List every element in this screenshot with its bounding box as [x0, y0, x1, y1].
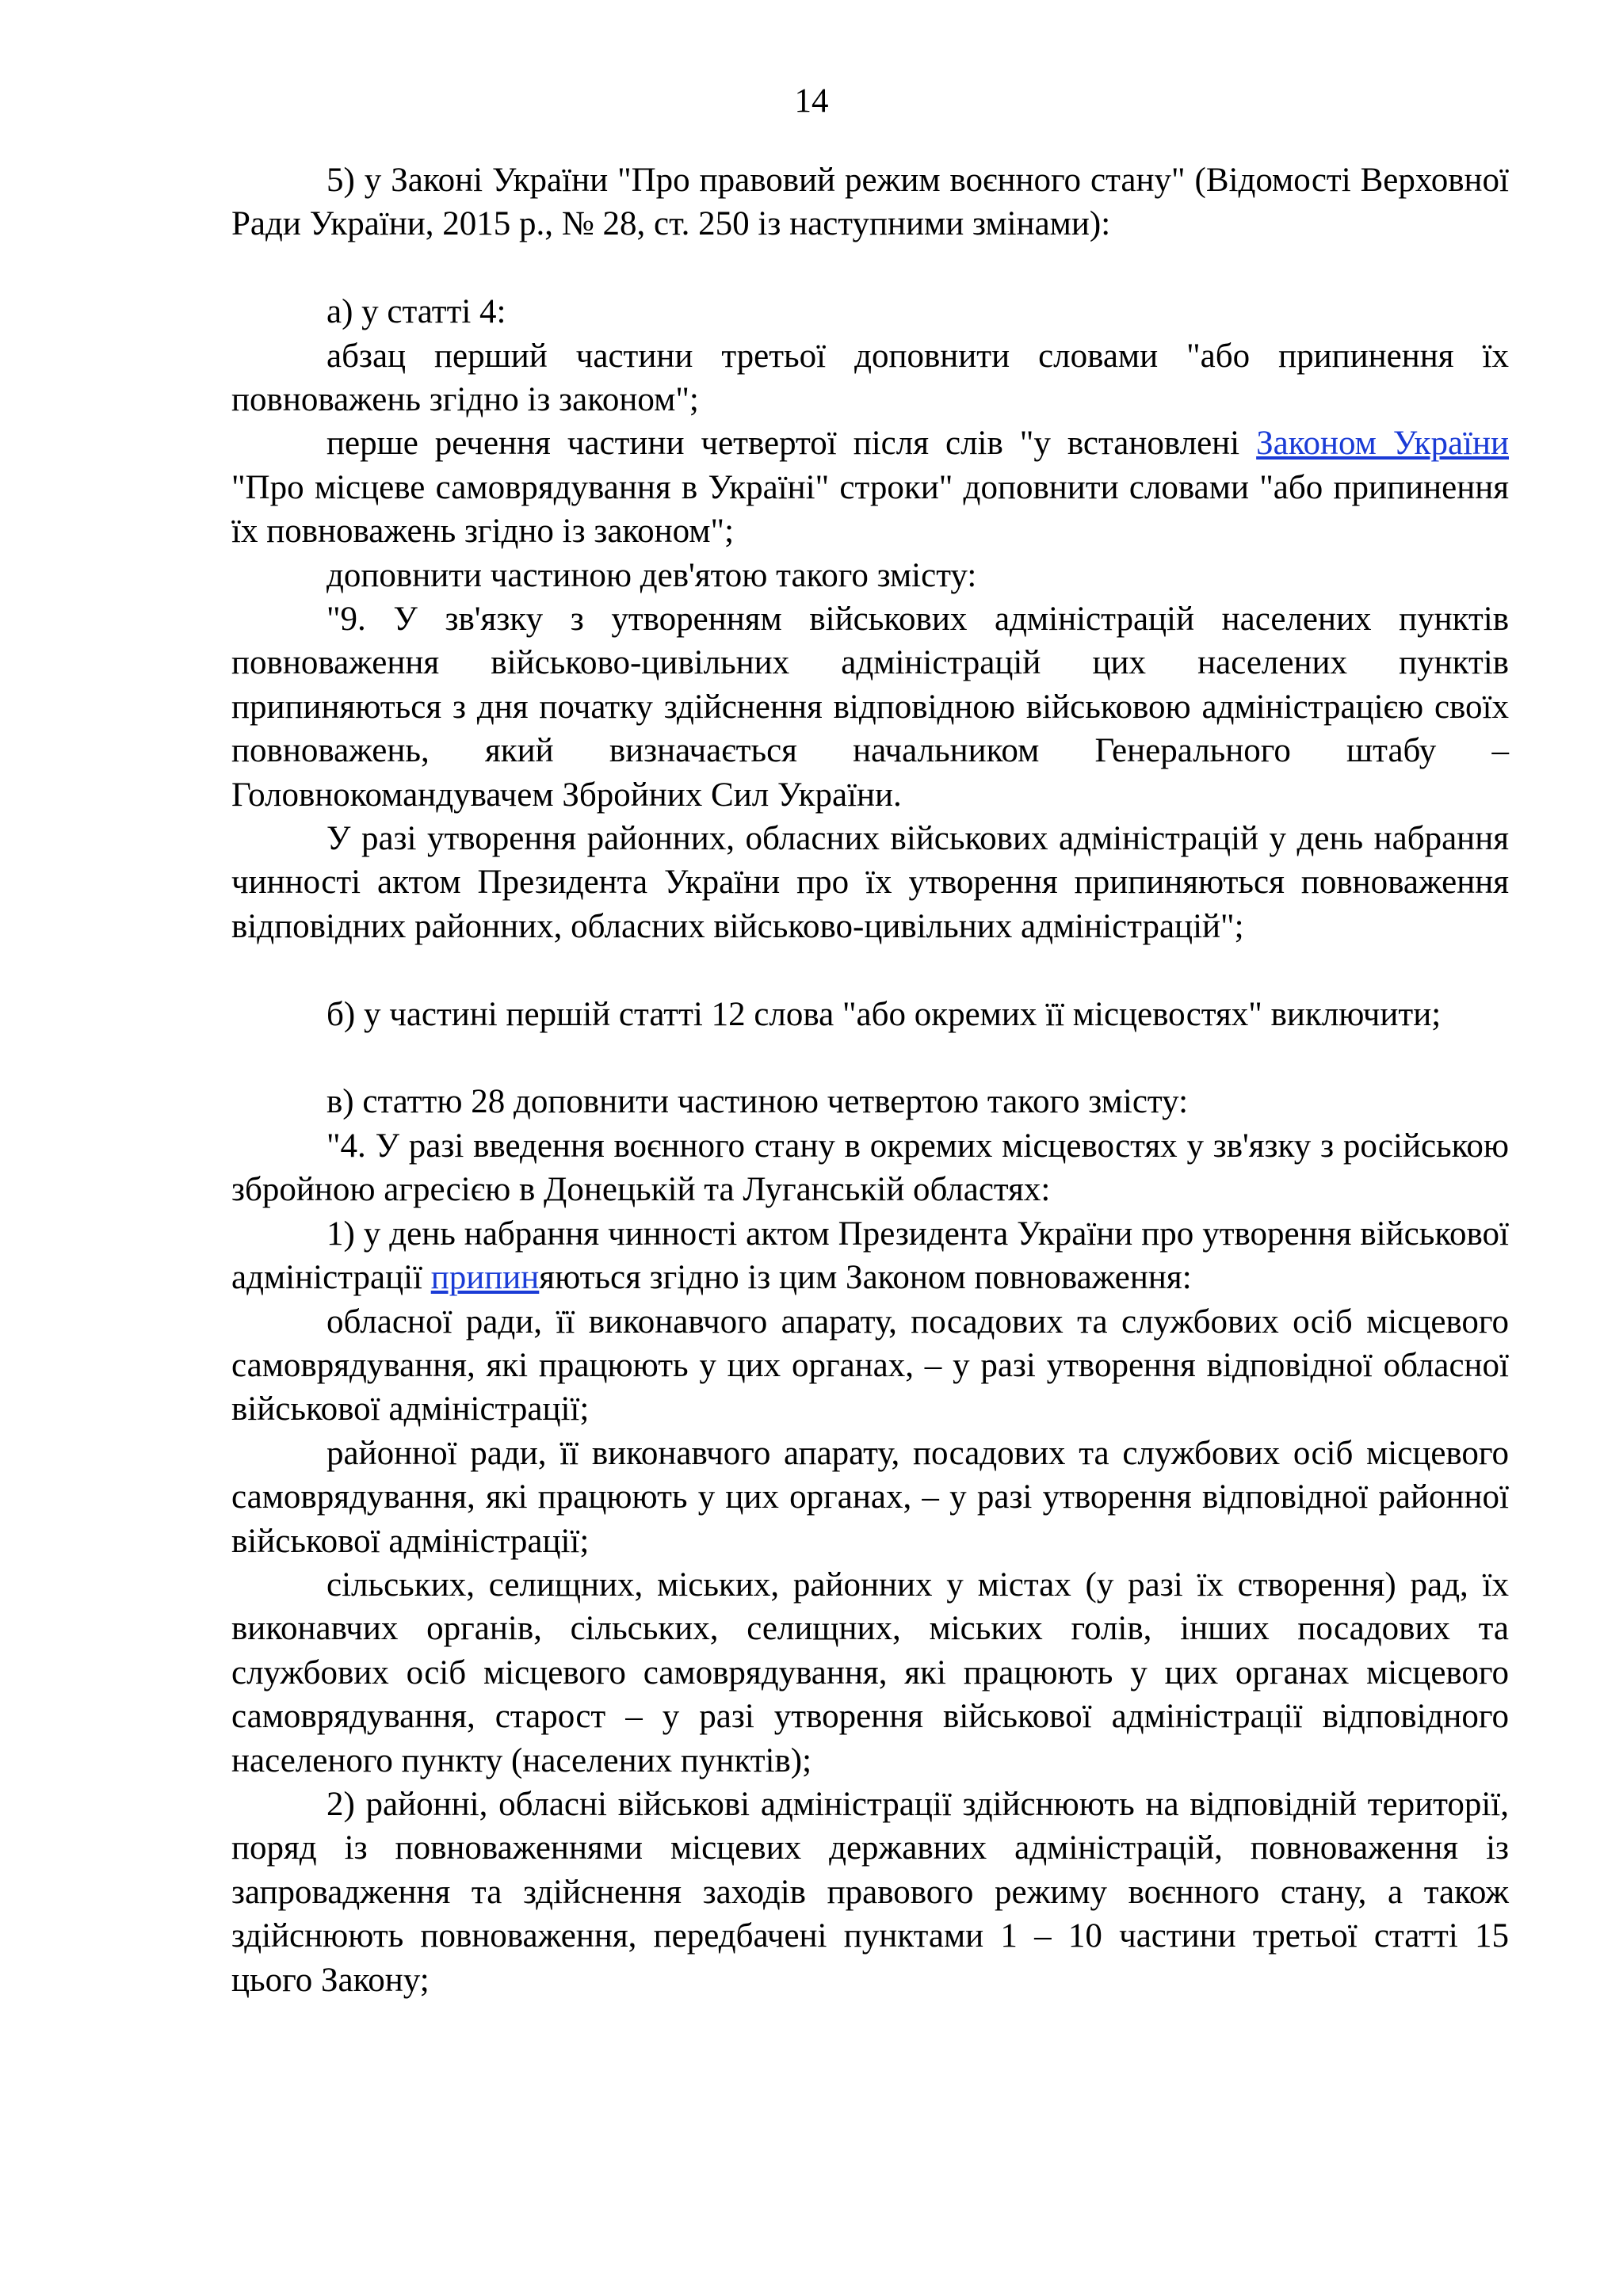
paragraph-subitem-v: в) статтю 28 доповнити частиною четвертою такого змісту: — [327, 1083, 1189, 1121]
paragraph-oblast-council: обласної ради, її виконавчого апарату, посадових та службових осіб місцевого самоврядування, які працюють у цих органах, – у разі утворення відповідної обласної військової адміністрації; — [231, 1302, 1509, 1428]
document-body — [231, 158, 1509, 2002]
paragraph-gap — [231, 246, 1509, 290]
paragraph-district-council: районної ради, її виконавчого апарату, посадових та службових осіб місцевого самоврядування, які працюють у цих органах, – у разі утворення відповідної районної військової адміністрації; — [231, 1434, 1509, 1560]
text-segment: перше речення частини четвертої після слів "у встановлені — [327, 425, 1257, 463]
paragraph-amend-part-3: абзац перший частини третьої доповнити словами "або припинення їх повноважень згідно із законом"; — [231, 337, 1509, 419]
paragraph-part-9-second: У разі утворення районних, обласних військових адміністрацій у день набрання чинності актом Президента України про їх утворення припиняються повноваження відповідних районних, обласних військово-цивільних адміністрацій"; — [231, 820, 1509, 945]
paragraph-part-9-text: "9. У зв'язку з утворенням військових адміністрацій населених пунктів повноваження військово-цивільних адміністрацій цих населених пунктів припиняються з дня початку здійснення відповідною військовою адміністрацією своїх повноважень, який визначається начальником Генерального штабу – Головнокомандувачем Збройних Сил України. — [231, 601, 1509, 814]
paragraph-gap — [231, 948, 1509, 992]
paragraph-part-4-text: "4. У разі введення воєнного стану в окремих місцевостях у зв'язку з російською збройною агресією в Донецькій та Луганській областях: — [231, 1127, 1509, 1209]
paragraph-amend-part-4 — [231, 421, 1509, 553]
law-link[interactable]: Законом України — [1256, 425, 1509, 463]
term-link[interactable]: припин — [430, 1259, 540, 1297]
paragraph-gap — [231, 1036, 1509, 1080]
paragraph-local-councils: сільських, селищних, міських, районних у містах (у разі їх створення) рад, їх виконавчих органів, сільських, селищних, міських голів, інших посадових та службових осіб місцевого самоврядування, які працюють у цих органах місцевого самоврядування, старост – у разі утворення військової адміністрації відповідного населеного пункту (населених пунктів); — [231, 1566, 1509, 1779]
paragraph-subitem-a: а) у статті 4: — [327, 293, 506, 331]
paragraph-subitem-b: б) у частині першій статті 12 слова "або окремих її місцевостях" виключити; — [327, 995, 1442, 1033]
paragraph-point-1 — [231, 1212, 1509, 1300]
text-segment: яються згідно із цим Законом повноваження: — [539, 1259, 1192, 1297]
paragraph-add-part-9: доповнити частиною дев'ятою такого змісту: — [327, 556, 977, 594]
text-segment: "Про місцеве самоврядування в Україні" строки" доповнити словами "або припинення їх повноважень згідно із законом"; — [231, 468, 1509, 551]
text-segment: 1) у день набрання чинності актом Президента України про утворення військової адміністрації — [231, 1215, 1509, 1297]
paragraph-item-5: 5) у Законі України "Про правовий режим воєнного стану" (Відомості Верховної Ради України, 2015 р., № 28, ст. 250 із наступними змінами): — [231, 162, 1509, 243]
paragraph-point-2: 2) районні, обласні військові адміністрації здійснюють на відповідній території, поряд із повноваженнями місцевих державних адміністрацій, повноваження із запровадження та здійснення заходів правового режиму воєнного стану, а також здійснюють повноваження, передбачені пунктами 1 – 10 частини третьої статті 15 цього Закону; — [231, 1785, 1509, 1999]
page-number: 14 — [794, 82, 829, 120]
